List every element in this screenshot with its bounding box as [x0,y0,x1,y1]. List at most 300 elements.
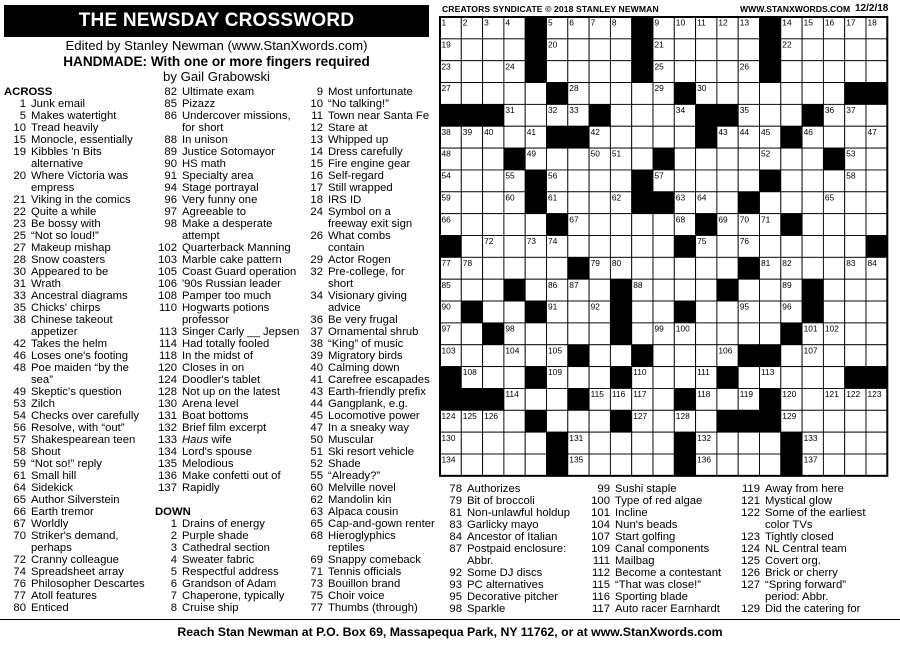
grid-cell[interactable] [653,279,674,301]
grid-cell[interactable] [696,39,717,61]
grid-cell[interactable] [653,236,674,258]
grid-cell[interactable] [504,83,525,105]
grid-cell[interactable] [717,236,738,258]
grid-cell[interactable] [781,104,802,126]
clue-number: 116 [591,591,610,603]
grid-cell[interactable] [845,61,866,83]
clue-number: 32 [310,266,323,278]
grid-cell-number: 96 [782,301,792,312]
grid-cell[interactable] [653,257,674,279]
clue-item [301,350,439,362]
grid-cell[interactable] [717,301,738,323]
clue-number: 27 [13,242,26,254]
grid-cell[interactable] [568,410,589,432]
grid-cell[interactable] [483,432,504,454]
grid-cell[interactable] [845,39,866,61]
grid-cell[interactable] [717,257,738,279]
grid-cell[interactable] [653,345,674,367]
grid-cell[interactable] [461,236,482,258]
grid-cell[interactable] [589,345,610,367]
grid-cell[interactable] [674,170,695,192]
clue-text: empress [31,182,75,194]
clue-item [4,410,154,422]
grid-cell[interactable] [589,170,610,192]
grid-cell[interactable] [632,214,653,236]
clue-number: 1 [19,98,26,110]
grid-cell[interactable] [802,39,823,61]
grid-cell[interactable] [802,388,823,410]
grid-block-cell [525,367,546,389]
grid-cell[interactable] [696,148,717,170]
grid-cell[interactable] [823,236,844,258]
clue-item [738,543,898,555]
grid-cell-number: 22 [782,39,792,50]
grid-cell[interactable] [483,39,504,61]
clue-number: 35 [13,302,26,314]
grid-cell[interactable] [525,257,546,279]
grid-cell[interactable] [568,192,589,214]
grid-cell[interactable] [610,214,631,236]
clue-number: 133 [158,434,177,446]
grid-cell[interactable] [674,345,695,367]
grid-cell-number: 91 [548,301,558,312]
grid-cell[interactable] [760,83,781,105]
grid-cell[interactable] [866,148,887,170]
grid-cell[interactable] [610,454,631,476]
grid-cell[interactable] [696,323,717,345]
grid-block-cell [547,454,568,476]
grid-cell[interactable] [845,126,866,148]
grid-cell[interactable] [504,39,525,61]
grid-cell[interactable] [504,432,525,454]
grid-cell[interactable] [674,367,695,389]
grid-cell[interactable] [589,367,610,389]
grid-cell[interactable] [632,126,653,148]
grid-cell[interactable] [845,410,866,432]
grid-cell[interactable] [483,170,504,192]
grid-cell[interactable] [483,301,504,323]
grid-cell[interactable] [823,301,844,323]
grid-cell[interactable] [823,83,844,105]
clue-text: HS math [182,158,226,170]
grid-cell-number: 51 [611,148,622,159]
grid-block-cell [781,432,802,454]
grid-cell[interactable] [653,454,674,476]
clue-text: Checks over carefully [31,410,139,422]
grid-cell[interactable] [504,367,525,389]
clue-number: 79 [449,495,462,507]
grid-cell[interactable] [653,432,674,454]
grid-cell[interactable] [483,61,504,83]
grid-cell[interactable] [547,148,568,170]
grid-cell[interactable] [568,367,589,389]
grid-cell[interactable] [717,432,738,454]
grid-cell[interactable] [461,454,482,476]
grid-cell[interactable] [568,236,589,258]
clue-number: 68 [310,530,323,542]
grid-cell[interactable] [738,148,759,170]
grid-cell[interactable] [461,214,482,236]
grid-cell[interactable] [845,301,866,323]
grid-cell[interactable] [547,388,568,410]
grid-cell[interactable] [610,170,631,192]
grid-cell[interactable] [866,279,887,301]
grid-cell-number: 62 [611,192,622,203]
clue-text: Mystical glow [765,495,833,507]
grid-cell[interactable] [589,323,610,345]
grid-cell[interactable] [823,432,844,454]
grid-cell[interactable] [717,61,738,83]
clue-number: 134 [158,446,177,458]
grid-cell[interactable] [674,148,695,170]
grid-cell[interactable] [504,301,525,323]
clue-number: 123 [741,531,760,543]
grid-cell[interactable] [653,126,674,148]
grid-cell-number: 61 [548,192,558,203]
grid-cell[interactable] [760,301,781,323]
grid-cell[interactable] [845,279,866,301]
grid-cell[interactable] [568,148,589,170]
grid-cell[interactable] [823,410,844,432]
grid-cell[interactable] [632,454,653,476]
grid-cell[interactable] [717,192,738,214]
grid-cell[interactable] [845,323,866,345]
grid-cell[interactable] [483,367,504,389]
grid-cell[interactable] [738,454,759,476]
grid-cell[interactable] [696,61,717,83]
grid-cell[interactable] [525,83,546,105]
clue-text: Stage portrayal [182,182,259,194]
grid-cell[interactable] [653,410,674,432]
grid-cell-number: 56 [548,170,558,181]
grid-cell[interactable] [696,345,717,367]
grid-cell[interactable] [610,61,631,83]
grid-cell[interactable] [696,279,717,301]
grid-cell[interactable] [823,170,844,192]
grid-cell[interactable] [674,279,695,301]
grid-cell[interactable] [802,257,823,279]
grid-cell[interactable] [461,83,482,105]
grid-cell[interactable] [525,454,546,476]
grid-cell[interactable] [781,236,802,258]
grid-cell[interactable] [738,279,759,301]
grid-cell[interactable] [696,301,717,323]
grid-cell[interactable] [781,345,802,367]
grid-cell[interactable] [717,39,738,61]
grid-cell[interactable] [610,345,631,367]
grid-cell[interactable] [589,454,610,476]
grid-cell[interactable] [823,61,844,83]
grid-cell[interactable] [568,301,589,323]
clue-item [155,518,305,530]
grid-cell[interactable] [802,61,823,83]
grid-cell[interactable] [653,388,674,410]
clue-number: 121 [741,495,760,507]
grid-cell[interactable] [866,104,887,126]
grid-cell[interactable] [738,432,759,454]
clue-item [301,446,439,458]
grid-cell[interactable] [504,454,525,476]
grid-cell[interactable] [461,148,482,170]
grid-cell[interactable] [525,432,546,454]
grid-cell[interactable] [483,345,504,367]
grid-cell[interactable] [781,170,802,192]
grid-cell[interactable] [781,148,802,170]
grid-cell[interactable] [461,323,482,345]
grid-cell[interactable] [696,257,717,279]
grid-cell[interactable] [802,192,823,214]
clue-number: 106 [158,278,177,290]
grid-cell[interactable] [632,323,653,345]
grid-cell[interactable] [738,83,759,105]
grid-cell[interactable] [610,126,631,148]
grid-cell[interactable] [738,323,759,345]
grid-cell[interactable] [589,279,610,301]
clue-text: NL Central team [765,543,847,555]
grid-cell[interactable] [760,236,781,258]
clue-number: 72 [13,554,26,566]
grid-cell[interactable] [653,367,674,389]
grid-cell[interactable] [547,410,568,432]
grid-cell[interactable] [845,345,866,367]
clue-text: Coast Guard operation [182,266,297,278]
grid-cell[interactable] [738,39,759,61]
grid-cell[interactable] [845,454,866,476]
grid-cell[interactable] [760,454,781,476]
grid-cell[interactable] [696,410,717,432]
grid-cell[interactable] [525,323,546,345]
grid-cell[interactable] [760,432,781,454]
grid-cell-number: 54 [441,170,451,181]
clue-text: Abbr. [467,555,494,567]
clue-item [4,98,154,110]
clue-number: 16 [310,170,323,182]
grid-cell[interactable] [845,432,866,454]
grid-cell[interactable] [802,410,823,432]
puzzle-date: 12/2/18 [855,3,889,14]
grid-block-cell [696,126,717,148]
grid-cell[interactable] [483,148,504,170]
grid-cell[interactable] [547,257,568,279]
grid-cell[interactable] [823,279,844,301]
grid-cell[interactable] [674,257,695,279]
grid-cell[interactable] [461,39,482,61]
grid-cell-number: 113 [761,367,775,378]
grid-cell[interactable] [525,104,546,126]
grid-cell[interactable] [802,367,823,389]
clue-text: Actor Rogen [328,254,391,266]
grid-cell[interactable] [866,454,887,476]
grid-cell[interactable] [866,192,887,214]
grid-cell-number: 41 [526,126,537,137]
grid-cell[interactable] [504,236,525,258]
grid-cell[interactable] [823,39,844,61]
grid-cell[interactable] [632,236,653,258]
grid-cell[interactable] [632,148,653,170]
grid-cell[interactable] [823,214,844,236]
grid-cell[interactable] [717,83,738,105]
clue-item [588,567,738,579]
grid-cell[interactable] [610,432,631,454]
grid-cell[interactable] [610,236,631,258]
clue-number: 136 [158,470,177,482]
clue-number: 99 [597,483,610,495]
grid-cell[interactable] [632,301,653,323]
clue-number: 122 [741,507,760,519]
grid-cell[interactable] [589,192,610,214]
grid-cell[interactable] [823,345,844,367]
grid-cell[interactable] [483,279,504,301]
grid-cell[interactable] [781,83,802,105]
grid-cell[interactable] [717,454,738,476]
grid-cell[interactable] [717,148,738,170]
grid-cell[interactable] [866,345,887,367]
grid-cell[interactable] [717,323,738,345]
clue-text: Town near Santa Fe [328,110,430,122]
grid-block-cell [504,279,525,301]
clue-item [4,362,154,374]
grid-cell[interactable] [525,214,546,236]
grid-cell[interactable] [760,323,781,345]
grid-cell[interactable] [823,126,844,148]
grid-cell[interactable] [525,345,546,367]
grid-cell[interactable] [525,279,546,301]
grid-cell[interactable] [845,192,866,214]
grid-cell[interactable] [461,61,482,83]
clue-item [301,482,439,494]
grid-cell[interactable] [866,323,887,345]
grid-cell[interactable] [504,126,525,148]
grid-cell[interactable] [674,126,695,148]
grid-cell[interactable] [632,83,653,105]
grid-cell[interactable] [610,104,631,126]
grid-cell[interactable] [781,367,802,389]
grid-cell[interactable] [823,454,844,476]
grid-cell[interactable] [589,83,610,105]
grid-cell[interactable] [717,388,738,410]
grid-cell[interactable] [589,61,610,83]
grid-cell[interactable] [461,279,482,301]
grid-block-cell [632,192,653,214]
clue-number: 67 [13,518,26,530]
grid-cell[interactable] [589,410,610,432]
grid-cell[interactable] [504,410,525,432]
clue-item [738,603,898,615]
grid-cell[interactable] [674,61,695,83]
grid-cell[interactable] [525,388,546,410]
clue-text: Doodler's tablet [182,374,261,386]
grid-cell[interactable] [823,367,844,389]
clue-text: Covert org. [765,555,821,567]
grid-cell[interactable] [568,39,589,61]
grid-cell[interactable] [483,83,504,105]
grid-cell[interactable] [866,410,887,432]
grid-cell[interactable] [866,214,887,236]
grid-cell[interactable] [781,61,802,83]
grid-cell[interactable] [461,345,482,367]
grid-cell[interactable] [760,192,781,214]
grid-cell[interactable] [504,214,525,236]
grid-cell[interactable] [461,170,482,192]
grid-cell[interactable] [547,323,568,345]
grid-cell-number: 66 [441,214,451,225]
grid-cell[interactable] [610,39,631,61]
grid-cell[interactable] [632,432,653,454]
grid-cell[interactable] [802,148,823,170]
grid-cell[interactable] [696,170,717,192]
grid-cell[interactable] [738,367,759,389]
grid-cell[interactable] [738,170,759,192]
grid-cell[interactable] [632,257,653,279]
clue-text: Drains of energy [182,518,265,530]
grid-cell[interactable] [589,236,610,258]
grid-cell[interactable] [589,432,610,454]
grid-cell[interactable] [483,192,504,214]
grid-cell[interactable] [653,104,674,126]
grid-cell[interactable] [610,83,631,105]
clue-number: 78 [449,483,462,495]
grid-cell[interactable] [866,301,887,323]
grid-cell[interactable] [823,257,844,279]
grid-cell[interactable] [845,236,866,258]
clue-item [588,591,738,603]
grid-cell[interactable] [632,104,653,126]
grid-cell[interactable] [866,61,887,83]
grid-cell[interactable] [461,192,482,214]
clue-number: 47 [310,422,323,434]
clue-text: Cap-and-gown renter [328,518,435,530]
grid-cell[interactable] [504,257,525,279]
grid-cell[interactable] [483,454,504,476]
grid-cell[interactable] [781,192,802,214]
grid-cell[interactable] [483,214,504,236]
grid-cell[interactable] [717,170,738,192]
clue-number: 83 [449,519,462,531]
grid-cell[interactable] [760,279,781,301]
grid-cell[interactable] [461,432,482,454]
grid-cell[interactable] [845,214,866,236]
grid-cell[interactable] [568,61,589,83]
clue-item [4,422,154,434]
grid-cell[interactable] [547,61,568,83]
grid-cell[interactable] [866,39,887,61]
clue-number: 71 [310,566,323,578]
grid-cell[interactable] [589,214,610,236]
grid-cell[interactable] [653,301,674,323]
grid-cell[interactable] [568,323,589,345]
clue-text: Specialty area [182,170,254,182]
grid-cell[interactable] [568,170,589,192]
grid-cell[interactable] [674,39,695,61]
grid-cell-number: 19 [441,39,451,50]
grid-cell[interactable] [866,432,887,454]
grid-cell[interactable] [802,236,823,258]
grid-cell[interactable] [802,170,823,192]
clue-text: Shakespearean teen [31,434,136,446]
grid-cell[interactable] [802,214,823,236]
grid-cell[interactable] [760,104,781,126]
clue-item [301,314,439,326]
clue-text: Sweater fabric [182,554,255,566]
grid-cell[interactable] [483,257,504,279]
clue-item [301,326,439,338]
grid-cell[interactable] [802,83,823,105]
clue-number: 124 [158,374,177,386]
grid-cell[interactable] [653,214,674,236]
clue-text: Visionary giving [328,290,407,302]
grid-cell[interactable] [589,39,610,61]
grid-cell[interactable] [866,170,887,192]
